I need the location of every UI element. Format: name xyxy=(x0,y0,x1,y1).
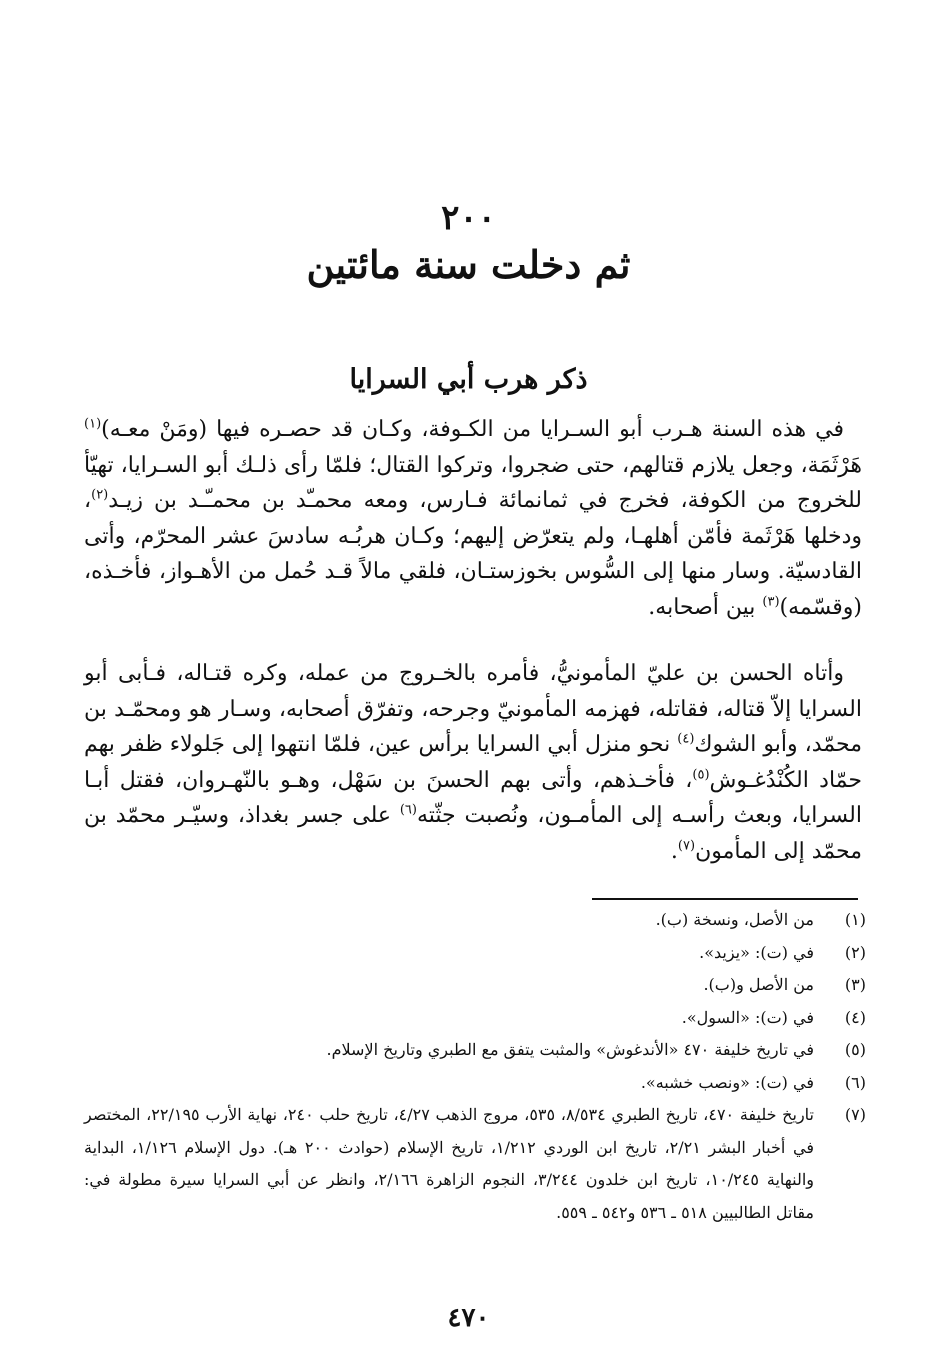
text-run: نحو منزل أبي السرايا برأس عين، فلمّا انتهوا إلى جَلولاء ظفر بهم حمّاد الكُنْدُغـوش xyxy=(84,732,862,793)
chapter-title: ثم دخلت سنة مائتين xyxy=(306,242,631,287)
footnote-number: (٦) xyxy=(844,1072,866,1092)
footnote-text: في (ت): «السول». xyxy=(681,1007,814,1027)
text-run: هَرْثَمَة، وجعل يلازم قتالهم، حتى ضجروا، وتركوا القتال؛ فلمّا رأى ذلـك أبو السـرايا، تهيّأ للخروج من الكوفة، فخرج في ثمانمائة فـارس، ومعه محمـّد بن محمـّـد بن زيـد xyxy=(84,452,862,513)
footnote-item xyxy=(84,969,866,1002)
text-run: على جسر بغداذ، وسيّـر محمّد بن محمّد إلى المأمون xyxy=(84,803,862,864)
text-run: في هذه السنة هـرب أبو السـرايا من الكـوفة، وكـان قد حصـره فيها (ومَنْ معـه) xyxy=(101,417,844,442)
footnote-number: (٤) xyxy=(844,1007,866,1027)
paragraph-1 xyxy=(84,412,862,625)
text-run: ، فأخـذهم، وأتى بهم الحسنَ بن سَهْل، وهـو بالنّهـروان، فقتل أبـا السرايا، وبعث رأسـه إلى المأمـون، ونُصبت جثّته xyxy=(84,767,862,828)
footnote-ref: (٦) xyxy=(399,802,417,818)
text-run: ، ودخلها هَرْثَمة فأمّن أهلهـا، ولم يتعرّض إليهم؛ وكـان هربُـه سادسَ عشر المحرّم، وأتى القادسيّة. وسار منها إلى السُّوس بخوزستـان، فلقي مالاً قـد حُمل من الأهـواز، فأخـذه، (وقسّمه) xyxy=(84,488,862,620)
footnote-number: (٣) xyxy=(844,975,866,994)
text-run: بين أصحابه. xyxy=(648,594,763,620)
footnote-item xyxy=(84,1034,866,1067)
footnote-item xyxy=(84,1067,866,1100)
text-run: . xyxy=(670,838,678,864)
footnote-number: (٧) xyxy=(844,1105,866,1124)
footnote-text: تاريخ خليفة ٤٧٠، تاريخ الطبري ٨/٥٣٤، ٥٣٥، مروج الذهب ٤/٢٧، تاريخ حلب ٢٤٠، نهاية الأرب ٢٢/١٩٥، المختصر في أخبار البشر ٢/٢١، تاريخ ابن الوردي ١/٢١٢، تاريخ الإسلام (حوادث ٢٠٠ هـ). دول الإسلام ١/١٢٦، البداية والنهاية ١٠/٢٤٥، تاريخ ابن خلدون ٣/٢٤٤، النجوم الزاهرة ٢/١٦٦، وانظر عن أبي السرايا سيرة مطولة في: مقاتل الطالبيين ٥١٨ ـ ٥٣٦ و٥٤٢ ـ ٥٥٩. xyxy=(84,1105,815,1222)
footnote-ref: (٤) xyxy=(677,731,695,747)
footnote-item xyxy=(84,1002,866,1035)
footnote-ref: (٥) xyxy=(692,767,710,783)
paragraph-2 xyxy=(84,656,862,869)
text-run: وأتاه الحسن بن عليّ المأمونيُّ، فأمره بالخـروج من عمله، وكره قتـاله، فـأبى أبو السرايا إلاّ قتاله، فقاتله، فهزمه المأمونيّ وجرحه، وتفرّق أصحابه، وسـار هو ومحمّـد بن محمّد، وأبو الشوك xyxy=(84,661,862,757)
footnote-text: في (ت): «ونصب خشبه». xyxy=(640,1072,814,1092)
footnote-divider xyxy=(592,898,858,900)
footnote-text: من الأصل، ونسخة (ب). xyxy=(655,910,814,929)
footnote-ref: (٢) xyxy=(91,487,109,503)
footnote-number: (١) xyxy=(844,910,866,929)
footnote-text: في (ت): «يزيد». xyxy=(699,942,814,962)
footnote-ref: (٣) xyxy=(762,594,780,610)
section-title: ذكر هرب أبي السرايا xyxy=(349,364,588,395)
footnote-item xyxy=(84,1099,866,1229)
footnote-ref: (٧) xyxy=(677,838,696,854)
footnote-text: في تاريخ خليفة ٤٧٠ «الأندغوش» والمثبت يتفق مع الطبري وتاريخ الإسلام. xyxy=(326,1040,814,1059)
footnotes xyxy=(84,904,866,1229)
footnote-number: (٢) xyxy=(844,942,866,962)
footnote-item xyxy=(84,904,866,937)
footnote-number: (٥) xyxy=(844,1040,866,1059)
year-heading: ٢٠٠ xyxy=(441,198,496,238)
footnote-ref: (١) xyxy=(84,416,102,432)
footnote-item xyxy=(84,937,866,970)
footnote-text: من الأصل و(ب). xyxy=(703,975,814,994)
page-number: ٤٧٠ xyxy=(447,1303,490,1333)
